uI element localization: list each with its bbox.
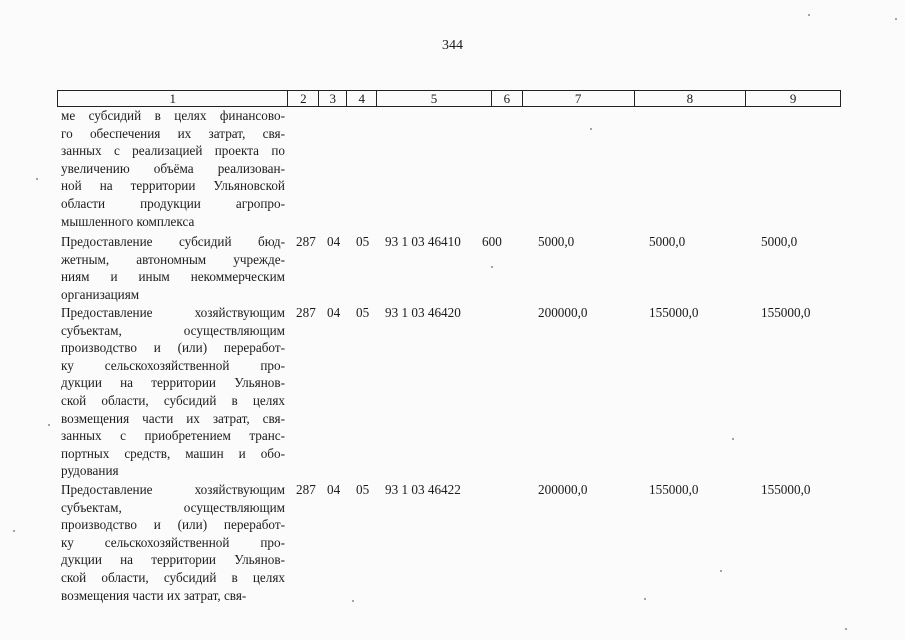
target-article-code: 93 1 03 46420 — [385, 305, 461, 320]
description-line: увеличению объёма реализован- — [61, 160, 285, 176]
amount-col-7: 200000,0 — [538, 482, 588, 497]
description-line: ниям и иным некоммерческим — [61, 269, 285, 285]
description-line: мышленного комплекса — [61, 213, 195, 229]
header-col-8: 8 — [635, 91, 747, 106]
subsection-code: 05 — [356, 234, 370, 249]
description-line: ме субсидий в целях финансово- — [61, 108, 285, 123]
scan-speck — [48, 424, 50, 426]
amount-col-7: 200000,0 — [538, 305, 588, 320]
header-col-6: 6 — [492, 91, 523, 106]
description-line: занных с приобретением транс- — [61, 428, 285, 444]
amount-col-9: 155000,0 — [761, 305, 811, 320]
description-line: ку сельскохозяйственной про- — [61, 357, 285, 373]
scan-speck — [732, 438, 734, 440]
scan-speck — [845, 628, 847, 630]
description-line: возмещения части их затрат, свя- — [61, 587, 247, 603]
amount-col-8: 155000,0 — [649, 305, 699, 320]
expense-type-code: 600 — [482, 234, 502, 249]
description-line: ской области, субсидий в целях — [61, 569, 285, 585]
row-description — [61, 304, 285, 480]
row-description — [61, 233, 285, 303]
grbs-code: 287 — [296, 234, 316, 249]
grbs-code: 287 — [296, 305, 316, 320]
description-line: производство и (или) переработ- — [61, 517, 285, 533]
section-code: 04 — [327, 234, 341, 249]
header-col-5: 5 — [377, 91, 492, 106]
description-line: ной на территории Ульяновской — [61, 178, 285, 194]
description-line: возмещения части их затрат, свя- — [61, 410, 285, 426]
grbs-code: 287 — [296, 482, 316, 497]
amount-col-8: 155000,0 — [649, 482, 699, 497]
scan-speck — [13, 530, 15, 532]
amount-col-7: 5000,0 — [538, 234, 575, 249]
description-line: дукции на территории Ульянов- — [61, 375, 285, 391]
header-col-1: 1 — [58, 91, 288, 106]
scan-speck — [352, 600, 354, 602]
scan-speck — [808, 14, 810, 16]
scan-speck — [590, 128, 592, 130]
amount-col-8: 5000,0 — [649, 234, 686, 249]
scan-speck — [36, 178, 38, 180]
scan-speck — [491, 266, 493, 268]
header-col-7: 7 — [523, 91, 635, 106]
scan-speck — [895, 18, 897, 20]
description-line: производство и (или) переработ- — [61, 340, 285, 356]
row-description — [61, 107, 285, 230]
description-line: занных с реализацией проекта по — [61, 143, 285, 159]
description-line: Предоставление субсидий бюд- — [61, 234, 285, 249]
target-article-code: 93 1 03 46410 — [385, 234, 461, 249]
description-line: портных средств, машин и обо- — [61, 445, 285, 461]
amount-col-9: 5000,0 — [761, 234, 798, 249]
description-line: го обеспечения их затрат, свя- — [61, 125, 285, 141]
description-line: организациям — [61, 286, 140, 302]
target-article-code: 93 1 03 46422 — [385, 482, 461, 497]
header-col-9: 9 — [789, 91, 797, 106]
header-col-4: 4 — [347, 91, 377, 106]
description-line: субъектам, осуществляющим — [61, 322, 285, 338]
row-description — [61, 481, 285, 604]
description-line: ку сельскохозяйственной про- — [61, 534, 285, 550]
subsection-code: 05 — [356, 305, 370, 320]
table-header-row — [57, 90, 841, 107]
description-line: субъектам, осуществляющим — [61, 499, 285, 515]
description-line: рудования — [61, 463, 119, 479]
description-line: области продукции агропро- — [61, 195, 285, 211]
amount-col-9: 155000,0 — [761, 482, 811, 497]
header-col-2: 2 — [288, 91, 319, 106]
description-line: жетным, автономным учрежде- — [61, 251, 285, 267]
description-line: Предоставление хозяйствующим — [61, 305, 285, 320]
section-code: 04 — [327, 305, 341, 320]
section-code: 04 — [327, 482, 341, 497]
description-line: дукции на территории Ульянов- — [61, 552, 285, 568]
scan-speck — [644, 598, 646, 600]
subsection-code: 05 — [356, 482, 370, 497]
scan-speck — [720, 570, 722, 572]
description-line: Предоставление хозяйствующим — [61, 482, 285, 497]
header-col-3: 3 — [319, 91, 347, 106]
description-line: ской области, субсидий в целях — [61, 392, 285, 408]
page-number: 344 — [442, 38, 463, 53]
